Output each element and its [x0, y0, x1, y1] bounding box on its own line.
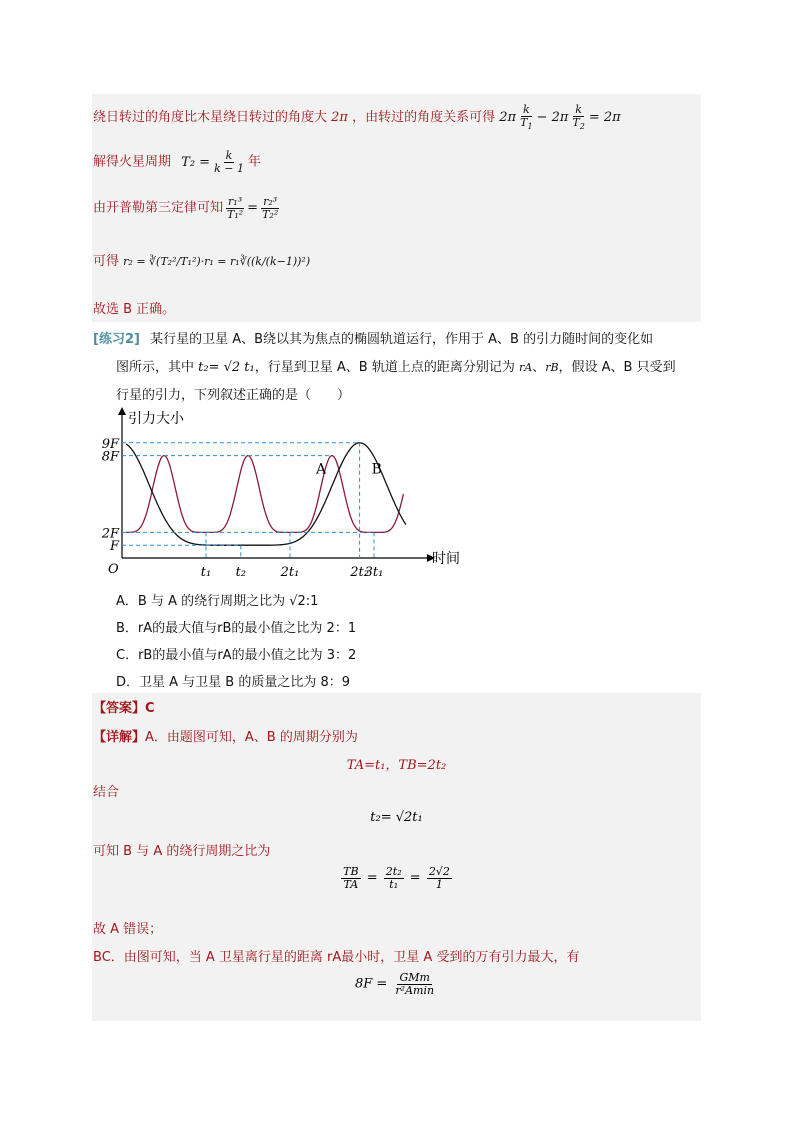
detail-periods: TA=t₁，TB=2t₂ — [346, 758, 447, 773]
y-axis-arrow — [118, 407, 126, 415]
solution-line-2: 解得火星周期 T₂ = $\frac{k}{k - 1}$ 年 — [93, 149, 261, 175]
detail-combine: 结合 — [93, 785, 120, 800]
x-tick-label: t₁ — [200, 565, 212, 580]
y-tick-label: 9F — [101, 436, 119, 452]
exercise-tag: [练习2] — [93, 332, 140, 347]
series-b-label: B — [371, 461, 382, 478]
option-c[interactable]: C．rB的最小值与rA的最小值之比为 3：2 — [116, 648, 357, 663]
exercise-line-1: [练习2] 某行星的卫星 A、B绕以其为焦点的椭圆轨道运行，作用于 A、B 的引力随时间的变化如 — [93, 332, 654, 347]
detail-bc-text: BC．由图可知，当 A 卫星离行星的距离 rA最小时，卫星 A 受到的万有引力最大，有 — [93, 950, 580, 965]
exercise-line-2: 图所示，其中 t₂= √2 t₁，行星到卫星 A、B 轨道上点的距离分别记为 rA、rB，假设 A、B 只受到 — [116, 360, 676, 375]
force-time-chart — [92, 405, 472, 580]
x-tick-label: 3t₁ — [364, 565, 384, 580]
detail-wrong: 故 A 错误； — [93, 922, 163, 937]
detail-t2eq: t₂= √2t₁ — [370, 810, 423, 825]
solution-line-1: 绕日转过的角度比木星绕日转过的角度大 2π ，由转过的角度关系可得 2π $\frac{k}{T_1}$ − 2π $\frac{k}{T_2}$ = 2π — [93, 103, 621, 131]
detail-force-formula: 8F = $\frac{\text{GMm}}{\text{r²Amin}}$ — [354, 971, 435, 997]
series-b-curve — [126, 443, 406, 545]
x-tick-label: 2t₁ — [280, 565, 300, 580]
solution-line-3: 由开普勒第三定律可知 $\frac{\text{r₁³}}{\text{T₁²}}$ = $\frac{\text{r₂³}}{\text{T₂²}}$ — [93, 195, 279, 221]
option-a[interactable]: A．B 与 A 的绕行周期之比为 √2:1 — [116, 594, 319, 609]
solution-conclusion: 故选 B 正确。 — [93, 302, 176, 317]
y-tick-label: 2F — [101, 526, 119, 542]
y-tick-label: 8F — [101, 449, 119, 465]
x-axis-label: 时间 — [432, 551, 460, 567]
y-tick-label: F — [109, 539, 119, 555]
y-axis-label: 引力大小 — [128, 411, 184, 427]
detail-intro: 【详解】A．由题图可知，A、B 的周期分别为 — [93, 730, 358, 745]
series-a-label: A — [316, 461, 327, 478]
solution-line-4: 可得 r₂ = ∛(T₂²/T₁²)·r₁ = r₁∛((k/(k−1))²) — [93, 254, 311, 269]
option-b[interactable]: B．rA的最大值与rB的最小值之比为 2：1 — [116, 621, 357, 636]
answer-label: 【答案】C — [93, 701, 155, 716]
x-tick-label: t₂ — [235, 565, 247, 580]
x-tick-label: 2t₂ — [350, 565, 369, 580]
option-d[interactable]: D．卫星 A 与卫星 B 的质量之比为 8：9 — [116, 675, 351, 690]
exercise-line-3: 行星的引力，下列叙述正确的是（ ） — [116, 388, 351, 403]
origin-label: O — [108, 562, 119, 577]
detail-ratio-formula: $\frac{TB}{TA}$ = $\frac{\text{2t₂}}{\text{t₁}}$ = $\frac{2√2}{1}$ — [343, 865, 450, 891]
series-a-curve — [126, 456, 403, 533]
detail-ratio-text: 可知 B 与 A 的绕行周期之比为 — [93, 844, 271, 859]
